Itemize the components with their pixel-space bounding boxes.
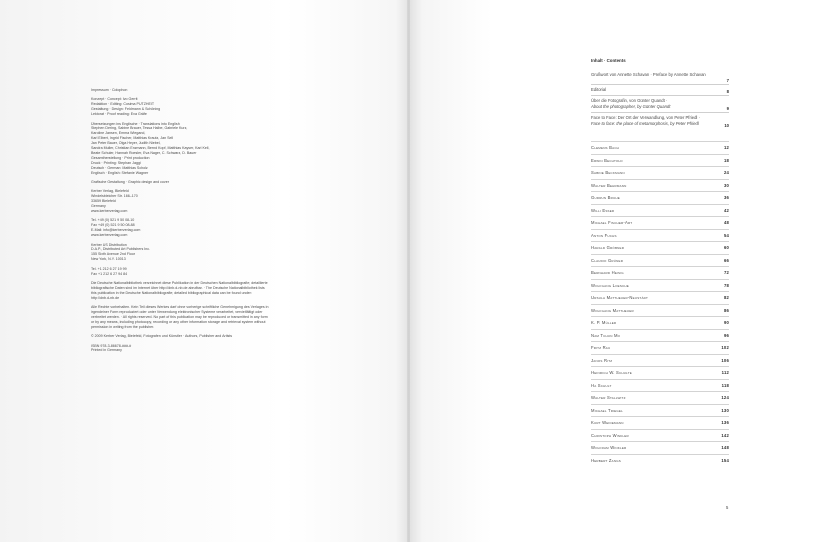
toc-entry-page: 10 (724, 123, 729, 128)
artist-name: Michael Triegel (591, 407, 623, 413)
imprint-line: 155 Sixth Avenue 2nd Floor (91, 252, 136, 257)
artist-page: 142 (721, 432, 729, 438)
imprint (91, 88, 271, 358)
page-number: 5 (726, 505, 729, 510)
imprint-paragraph: Alle Rechte vorbehalten. Kein Teil dieses Werkes darf ohne vorherige schriftliche Genehmigung des Verlages in irgendeiner Form reproduziert oder unter Verwendung elektronischer Systeme verarbeitet, vervielfältigt oder verbreitet werden. · All rights reserved. No part of this publication may be reproduced or transmitted in any form or by any means, including photocopy, recording or any other information storage and retrieval system without permission in writing from the publisher. (91, 305, 269, 329)
artist-name: Fritz Rau (591, 345, 611, 350)
imprint-line: Stephen Dering, Sabine Brauer, Tessa Halbe, Gabriele Kurz, (91, 126, 188, 131)
imprint-line: Übersetzungen ins Englische · Translations into English (91, 121, 180, 126)
artist-page: 78 (723, 282, 729, 288)
artist-page: 124 (721, 395, 729, 400)
imprint-line: Lektorat · Proof reading: Eva Gräfe (91, 112, 147, 117)
artist-name: Wolfgang Loesche (591, 282, 629, 288)
imprint-paragraph: © 2009 Kerber Verlag, Bielefeld, Fotografen und Künstler · Authors, Publisher and Artists (91, 334, 233, 339)
artist-page: 90 (723, 320, 729, 325)
artist-name: Wolfram Winkler (591, 445, 627, 450)
toc-entry (591, 84, 729, 95)
artist-name: Ha Schult (591, 382, 612, 388)
imprint-line: Druck · Printing: Stephan Jaggi (91, 160, 141, 165)
artist-page: 112 (721, 370, 729, 375)
artist-page: 82 (723, 295, 729, 300)
artist-page: 148 (721, 445, 729, 450)
imprint-line: Konzept · Concept: Ivo Gerrit (91, 97, 138, 102)
artist-name: Sabine Beckmann (591, 170, 625, 175)
artist-page: 42 (723, 207, 729, 213)
artist-name: Clemens Bach (591, 145, 620, 150)
toc-artist-entry (591, 316, 729, 329)
toc-artist-entry (591, 404, 729, 417)
artist-page: 54 (723, 232, 729, 238)
imprint-line: D.A.P., Distributed Art Publishers Inc. (91, 247, 151, 252)
artist-page: 60 (723, 245, 729, 250)
toc-title: Inhalt · Contents (591, 58, 626, 63)
toc-artist-entry (591, 441, 729, 454)
artist-name: Walter Stallwitz (591, 395, 626, 400)
artist-name: Wolfgang Mattheuer (591, 307, 634, 313)
toc-artist-entry (591, 429, 729, 442)
imprint-line: Englisch · English: Stefanie Wagner (91, 170, 149, 175)
imprint-line: Windelsbleicher Str. 166–170 (91, 194, 138, 199)
artist-page: 106 (721, 357, 729, 363)
toc-artist-entry (591, 154, 729, 167)
artist-name: K. P. Müller (591, 320, 617, 325)
toc-artist-entry (591, 229, 729, 242)
toc-entry-title: Über die Fotografin, von Günter Quandt · (591, 98, 668, 103)
toc-artist-entry (591, 279, 729, 292)
toc-artist-entry (591, 366, 729, 379)
artist-name: Gudrun Bruhe (591, 195, 620, 200)
toc-artist-entry (591, 391, 729, 404)
artist-page: 130 (721, 407, 729, 413)
imprint-line: Gesamtherstellung · Print production (91, 155, 150, 160)
imprint-line: Tel. +49 (0) 521 9 50 08-10 (91, 218, 135, 223)
toc-entry-title: Grußwort von Annette Schavan · Preface by Annette Schavan (591, 72, 706, 77)
imprint-line: New York, N.Y. 10013 (91, 257, 126, 262)
toc-artist-entry (591, 241, 729, 254)
toc-artist-entry (591, 354, 729, 367)
toc-artist-entry (591, 141, 729, 154)
imprint-line: Tel. +1 212 6 27 19 99 (91, 266, 127, 271)
toc-artist-entry (591, 204, 729, 217)
toc-artist-entry (591, 266, 729, 279)
artist-page: 72 (723, 270, 729, 275)
toc-entry (591, 95, 729, 112)
imprint-line: Karoline Jansen, Emma Wiegand, (91, 131, 146, 136)
artist-name: Anton Fuchs (591, 232, 617, 238)
artist-page: 12 (723, 145, 729, 150)
left-page (0, 0, 408, 542)
imprint-line: Fax +49 (0) 521 9 50 08-88 (91, 223, 135, 228)
artist-name: Herbert Zangs (591, 457, 621, 463)
toc-entry-title: Face to Face: Der Ort der Verwandlung, von Peter Pfriedl · (591, 115, 700, 120)
toc-artist-entry (591, 341, 729, 354)
imprint-paragraph: Die Deutsche Nationalbibliothek verzeichnet diese Publikation in der Deutschen Nationalbibliografie; detaillierte bibliografische Daten sind im Internet über http://dnb.d-nb.de abrufbar. · The Deutsche Nationalbibliothek lists this publication in the Deutsche Nationalbibliografie; detailed bibliographical data can be found under: http://dnb.d-nb.de (91, 281, 268, 300)
artist-name: Erwin Bechtold (591, 157, 623, 163)
toc-artist-entry (591, 191, 729, 204)
toc-entry-page: 7 (726, 78, 729, 83)
toc-artist-entry (591, 304, 729, 317)
artist-name: Christoph Winkler (591, 432, 629, 438)
toc-entry-subtitle: About the photographer, by Günter Quandt (591, 104, 671, 109)
artist-page: 96 (723, 332, 729, 338)
artist-page: 30 (723, 182, 729, 188)
imprint-line: Fax +1 212 6 27 94 84 (91, 271, 128, 276)
artist-page: 136 (721, 420, 729, 425)
imprint-line: E-Mail: info@kerberverlag.com (91, 228, 141, 233)
toc-spacer (591, 129, 729, 141)
artist-name: Michael Fischer-Art (591, 220, 633, 225)
imprint-line: www.kerberverlag.com (91, 233, 128, 238)
toc-entry (591, 72, 729, 84)
toc-artist-entry (591, 179, 729, 192)
imprint-line: Germany (91, 204, 106, 209)
toc-artist-entry (591, 166, 729, 179)
imprint-line: ISBN 978-3-86678-###-# (91, 343, 132, 348)
artist-name: Bernhard Heisig (591, 270, 624, 275)
artist-page: 18 (723, 157, 729, 163)
artist-page: 66 (723, 257, 729, 263)
artist-name: Ursula Mattheuer-Neustädt (591, 295, 649, 300)
artist-name: Willi Esser (591, 207, 615, 213)
toc-artist-entry (591, 454, 729, 467)
artist-name: Harald Gröbner (591, 245, 625, 250)
toc-artist-entry (591, 416, 729, 429)
toc-entry (591, 112, 729, 129)
imprint-line: Deutsch · German: Matthias Scholz (91, 165, 148, 170)
imprint-line: Kerber Verlag, Bielefeld (91, 189, 129, 194)
artist-name: Walter Behrmann (591, 182, 627, 188)
imprint-line: Sandra Muller, Christian Enzmann, Bernd Kopf, Matthias Kayser, Karl Kell, (91, 146, 210, 151)
artist-page: 154 (721, 457, 729, 463)
imprint-line: Impressum · Colophon (91, 88, 128, 92)
table-of-contents (591, 58, 729, 466)
artist-page: 36 (723, 195, 729, 200)
imprint-line: Kerber US Distribution (91, 242, 127, 247)
imprint-line: Jan Peter Bauer, Olga Heyer, Judith Niebel, (91, 141, 161, 146)
artist-page: 48 (723, 220, 729, 225)
toc-entry-title: Editorial (591, 87, 607, 92)
artist-page: 24 (723, 170, 729, 175)
artist-name: Janos Ritz (591, 357, 613, 363)
imprint-line: Printed in Germany (91, 348, 122, 353)
toc-entry-page: 9 (726, 106, 729, 111)
toc-entry-subtitle: Face to face: the place of metamorphosis, by Peter Pfriedl (591, 121, 699, 126)
artist-name: Kurt Weidemann (591, 420, 624, 425)
imprint-line: Gestaltung · Design: Feldmann & Schöning (91, 107, 161, 112)
imprint-line: Redaktion · Editing: Cosima PUTZHEIT (91, 102, 155, 107)
toc-artist-entry (591, 291, 729, 304)
imprint-line: Beate Schuler, Hannah Roesler, Eva Nager, C. Schwarz, D. Bauer (91, 150, 197, 155)
imprint-line: 33659 Bielefeld (91, 199, 116, 204)
toc-entry-page: 8 (726, 89, 729, 94)
imprint-line: www.kerberverlag.com (91, 209, 128, 214)
artist-page: 102 (721, 345, 729, 350)
imprint-line: Karl Elbert, Ingrid Fischer, Matthias Krautz, Jan Sell (91, 136, 174, 141)
toc-artist-entry (591, 329, 729, 342)
artist-page: 118 (721, 382, 729, 388)
artist-name: Nam Tchun Mo (591, 332, 621, 338)
toc-artist-entry (591, 254, 729, 267)
toc-artist-entry (591, 216, 729, 229)
artist-page: 86 (723, 307, 729, 313)
artist-name: Heinrich W. Schulte (591, 370, 632, 375)
artist-name: Claudio Grüner (591, 257, 624, 263)
imprint-line: Grafische Gestaltung · Graphic design and cover (91, 180, 169, 184)
toc-artist-entry (591, 379, 729, 392)
